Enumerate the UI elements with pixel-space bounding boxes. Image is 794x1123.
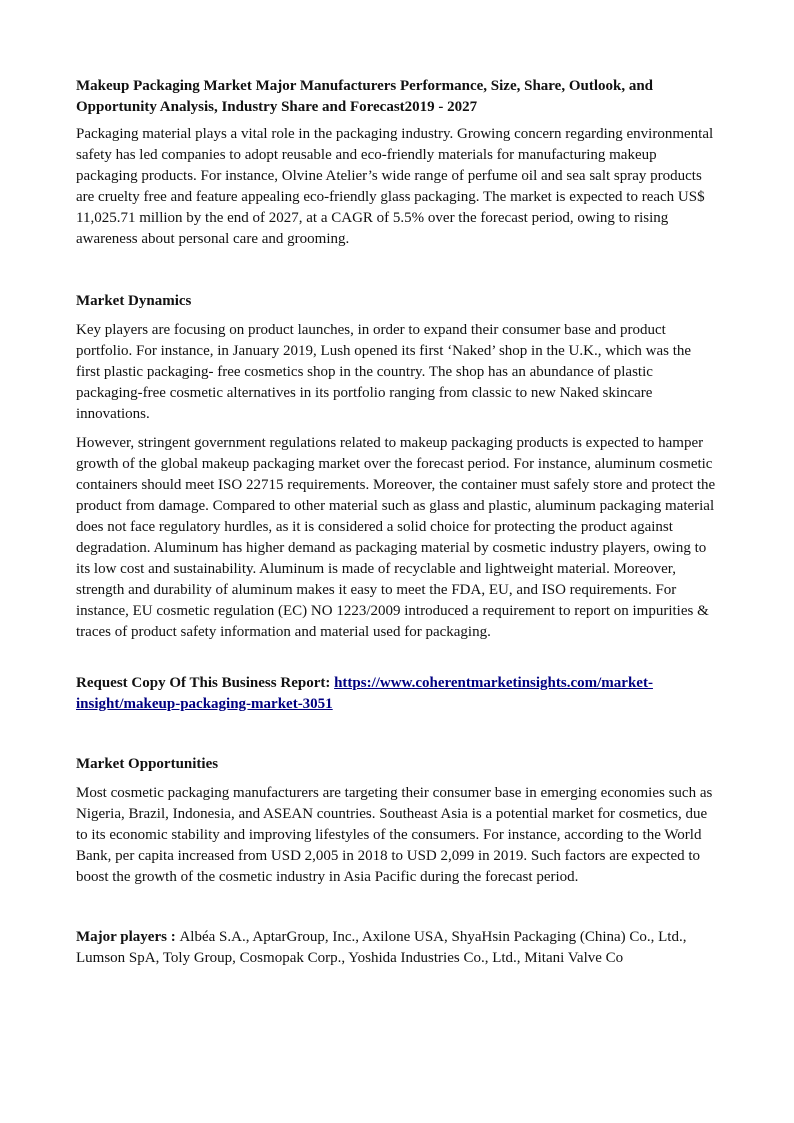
intro-paragraph: Packaging material plays a vital role in the packaging industry. Growing concern regarding environmental safety has led companies to adopt reusable and eco-friendly materials for manufacturing makeup packaging products. For instance, Olvine Atelier’s wide range of perfume oil and sea salt spray products are cruelty free and feature appealing eco-friendly glass packaging. The market is expected to reach US$ 11,025.71 million by the end of 2027, at a CAGR of 5.5% over the forecast period, owing to rising awareness about personal care and grooming. [76, 126, 714, 247]
major-players-line [76, 927, 718, 969]
major-players-list: Albéa S.A., AptarGroup, Inc., Axilone USA, ShyaHsin Packaging (China) Co., Ltd., Lumson SpA, Toly Group, Cosmopak Corp., Yoshida Industries Co., Ltd., Mitani Valve Co [76, 929, 687, 966]
market-opportunities-heading: Market Opportunities [76, 756, 219, 772]
document-page [76, 76, 718, 977]
major-players-label: Major players : [76, 929, 180, 945]
request-copy-label: Request Copy Of This Business Report: [76, 675, 335, 691]
market-dynamics-paragraph-1: Key players are focusing on product launches, in order to expand their consumer base and product portfolio. For instance, in January 2019, Lush opened its first ‘Naked’ shop in the U.K., which was the first plastic packaging- free cosmetics shop in the country. The shop has an abundance of plastic packaging-free cosmetic alternatives in its portfolio ranging from classic to new Naked skincare innovations. [76, 322, 692, 422]
document-title: Makeup Packaging Market Major Manufacturers Performance, Size, Share, Outlook, and Opportunity Analysis, Industry Share and Forecast2019 - 2027 [76, 78, 654, 115]
market-dynamics-paragraph-2: However, stringent government regulations related to makeup packaging products is expected to hamper growth of the global makeup packaging market over the forecast period. For instance, aluminum cosmetic containers should meet ISO 22715 requirements. Moreover, the container must safely store and protect the product from damage. Compared to other material such as glass and plastic, aluminum packaging material does not face regulatory hurdles, as it is considered a solid choice for protecting the product against degradation. Aluminum has higher demand as packaging material by cosmetic industry players, owing to its low cost and sustainability. Aluminum is made of recyclable and lightweight material. Moreover, strength and durability of aluminum makes it easy to meet the FDA, EU, and ISO requirements. For instance, EU cosmetic regulation (EC) NO 1223/2009 introduced a requirement to report on impurities & traces of product safety information and material used for packaging. [76, 435, 716, 640]
report-link[interactable]: https://www.coherentmarketinsights.com/market-insight/makeup-packaging-market-3051 [76, 675, 653, 712]
market-opportunities-paragraph: Most cosmetic packaging manufacturers are targeting their consumer base in emerging economies such as Nigeria, Brazil, Indonesia, and ASEAN countries. Southeast Asia is a potential market for cosmetics, due to its economic stability and improving lifestyles of the consumers. For instance, according to the World Bank, per capita increased from USD 2,005 in 2018 to USD 2,099 in 2019. Such factors are expected to boost the growth of the cosmetic industry in Asia Pacific during the forecast period. [76, 785, 713, 885]
request-copy-line [76, 673, 718, 715]
market-dynamics-heading: Market Dynamics [76, 293, 192, 309]
